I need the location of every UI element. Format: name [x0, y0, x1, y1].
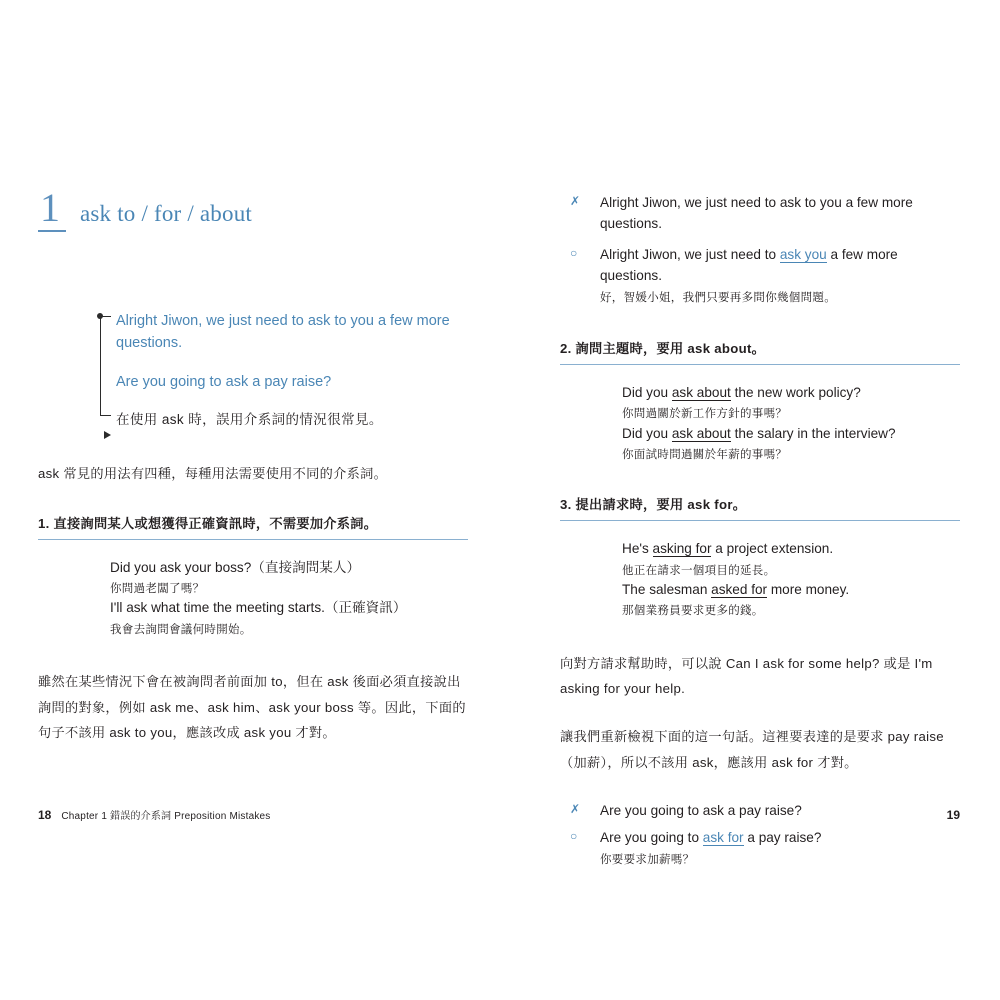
example-english: Did you ask your boss?（直接詢問某人） — [110, 559, 361, 575]
bullet-dot-icon — [97, 313, 103, 319]
rule-2-examples — [622, 383, 960, 464]
example-item — [622, 383, 960, 424]
arrow-icon — [104, 431, 111, 439]
highlight-phrase: ask for — [702, 829, 744, 845]
ox-chinese-translation: 你要要求加薪嗎？ — [600, 853, 695, 866]
example-pre: Did you — [622, 385, 672, 401]
example-english — [622, 580, 960, 600]
rule-1-heading: 1. 直接詢問某人或想獲得正確資訊時，不需要加介系詞。 — [38, 513, 468, 540]
correct-sentence-pre: Alright Jiwon, we just need to — [600, 247, 780, 263]
ox-example-block-2 — [560, 800, 960, 870]
explanation-paragraph: 雖然在某些情況下會在被詢問者前面加 to，但在 ask 後面必須直接說出詢問的對象，例如 ask me、ask him、ask your boss 等。因此，下面的句子不該用 ask to you，應該改成 ask you 才對。 — [38, 674, 466, 741]
example-chinese: 你面試時問過關於年薪的事嗎？ — [622, 449, 788, 462]
incorrect-sentence — [600, 192, 913, 234]
example-item — [110, 598, 468, 639]
rule-3-examples — [622, 539, 960, 620]
correct-sentence-pre: Are you going to — [600, 829, 703, 845]
example-item — [110, 558, 468, 599]
example-english — [622, 424, 960, 444]
example-post: the new work policy? — [730, 385, 861, 401]
example-item — [622, 580, 960, 621]
right-page-column — [560, 190, 960, 874]
example-chinese: 你問過關於新工作方針的事嗎？ — [622, 408, 788, 421]
example-post: a project extension. — [711, 541, 834, 557]
running-head-text: Chapter 1 錯誤的介系詞 Preposition Mistakes — [61, 811, 271, 822]
example-english: I'll ask what time the meeting starts.（正確資訊） — [110, 600, 407, 616]
intro-quote-line1: Alright Jiwon, we just need to ask to you a few more — [116, 313, 450, 329]
footer-left — [38, 807, 271, 822]
example-chinese: 那個業務員要求更多的錢。 — [622, 605, 764, 618]
ox-row-correct — [560, 244, 960, 308]
intro-quote-chinese: 在使用 ask 時，誤用介系詞的情況很常見。 — [116, 412, 383, 428]
correct-sentence-line2: questions. — [600, 268, 662, 284]
paragraph-review: 讓我們重新檢視下面的這一句話。這裡要表達的是要求 pay raise（加薪），所以不該用 ask，應該用 ask for 才對。 — [560, 729, 944, 770]
example-pre: He's — [622, 541, 653, 557]
incorrect-sentence: Are you going to ask a pay raise? — [600, 802, 802, 818]
example-chinese: 你問過老闆了嗎？ — [110, 583, 205, 596]
incorrect-sentence-line2: questions. — [600, 216, 662, 232]
correct-mark-icon: ○ — [570, 828, 578, 843]
highlight-phrase: asking for — [652, 541, 712, 557]
ox-row-incorrect — [560, 800, 960, 821]
correct-sentence — [600, 827, 821, 870]
example-pre: The salesman — [622, 581, 712, 597]
page-number-left: 18 — [38, 808, 52, 822]
chapter-number: 1 — [38, 190, 66, 232]
intro-quote-line3: Are you going to ask a pay raise? — [116, 373, 332, 390]
highlight-phrase: ask about — [671, 385, 731, 401]
intro-quote-english — [116, 310, 468, 355]
rule-3-heading: 3. 提出請求時，要用 ask for。 — [560, 494, 960, 521]
example-english — [622, 383, 960, 403]
correct-sentence-post: a pay raise? — [743, 829, 822, 845]
example-english — [622, 539, 960, 559]
intro-quote-line2: questions. — [116, 335, 183, 352]
rule-1-examples — [110, 558, 468, 639]
bracket-decoration — [100, 316, 111, 416]
intro-quote-english-2 — [116, 371, 468, 393]
example-post: the salary in the interview? — [730, 425, 896, 441]
highlight-phrase: ask you — [779, 247, 827, 263]
correct-sentence-post: a few more — [826, 247, 898, 263]
correct-sentence — [600, 244, 898, 308]
ox-row-correct — [560, 827, 960, 870]
example-chinese: 我會去詢問會議何時開始。 — [110, 623, 252, 636]
page-title: ask to / for / about — [80, 201, 252, 226]
lead-paragraph: ask 常見的用法有四種，每種用法需要使用不同的介系詞。 — [38, 466, 388, 481]
ox-chinese-translation: 好，智媛小姐，我們只要再多問你幾個問題。 — [600, 292, 836, 305]
left-page-column — [38, 185, 468, 746]
example-chinese: 他正在請求一個項目的延長。 — [622, 564, 776, 577]
incorrect-mark-icon: ✗ — [570, 801, 581, 816]
rule-2-heading: 2. 詢問主題時，要用 ask about。 — [560, 338, 960, 365]
highlight-phrase: ask about — [671, 425, 731, 441]
chapter-title-row — [38, 185, 468, 232]
paragraph-ask-for-help: 向對方請求幫助時，可以說 Can I ask for some help? 或是 I'm asking for your help. — [560, 655, 933, 697]
page-number-right: 19 — [946, 808, 960, 822]
incorrect-sentence-line1: Alright Jiwon, we just need to ask to you a few more — [600, 195, 913, 210]
incorrect-mark-icon: ✗ — [570, 194, 581, 208]
example-pre: Did you — [622, 425, 672, 441]
example-item — [622, 539, 960, 580]
intro-quote-block — [100, 310, 468, 431]
highlight-phrase: asked for — [711, 581, 768, 597]
example-item — [622, 424, 960, 465]
ox-example-block-1 — [560, 192, 960, 308]
example-post: more money. — [767, 581, 850, 597]
ox-row-incorrect — [560, 192, 960, 234]
correct-mark-icon: ○ — [570, 246, 578, 261]
